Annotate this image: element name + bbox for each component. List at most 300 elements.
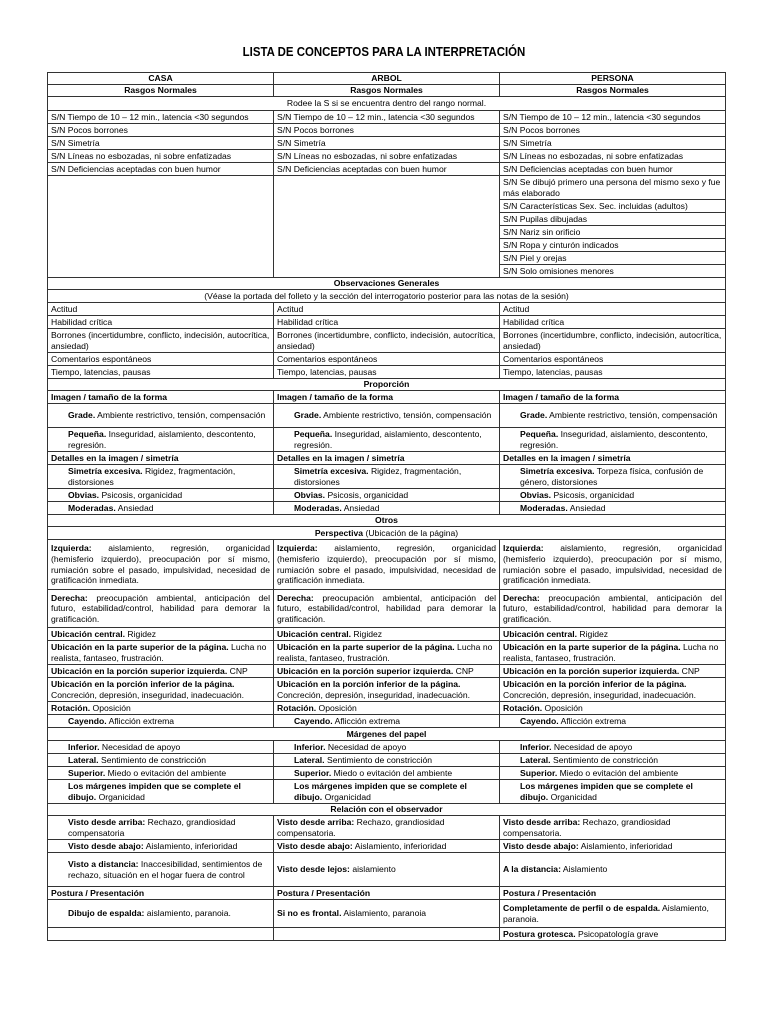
proportion-row: [48, 465, 726, 489]
cell-text: Habilidad crítica: [277, 316, 339, 327]
cell-label: Superior.: [68, 767, 106, 778]
arbol-cell: [274, 590, 500, 628]
arbol-cell: [274, 111, 500, 124]
casa-cell: [48, 124, 274, 137]
cell-label: Ubicación en la porción superior izquierda.: [503, 665, 680, 676]
cell-text: Psicosis, organicidad: [327, 489, 409, 500]
cell-label: Inferior.: [294, 741, 326, 752]
cell-text: Comentarios espontáneos: [503, 353, 604, 364]
observer-row: [48, 928, 726, 941]
others-row: [48, 641, 726, 665]
persona-cell: [500, 590, 726, 628]
cell-text: S/N Simetría: [277, 137, 326, 148]
subheader-row: [48, 85, 726, 97]
casa-cell: [48, 366, 274, 379]
cell-text: S/N Tiempo de 10 – 12 min., latencia <30 segundos: [51, 111, 249, 122]
trait-row: [48, 137, 726, 150]
cell-label: Derecha:: [503, 592, 540, 603]
persona-cell: [500, 252, 726, 265]
casa-cell: [48, 887, 274, 900]
observer-row: [48, 853, 726, 887]
section-heading: Relación con el observador: [330, 804, 443, 815]
cell-label: Ubicación en la parte superior de la página.: [51, 641, 229, 652]
cell-text: Ansiedad: [343, 502, 380, 513]
proportion-row: [48, 452, 726, 465]
arbol-cell: [274, 715, 500, 728]
arbol-cell: [274, 452, 500, 465]
cell-text: Oposición: [92, 702, 131, 713]
trait-row: [48, 111, 726, 124]
arbol-cell: [274, 124, 500, 137]
cell-label: Izquierda:: [503, 543, 544, 554]
cell-text: preocupación ambiental, anticipación del futuro, estabilidad/control, habilidad para demorar la gratificación.: [277, 592, 496, 624]
casa-cell: [48, 329, 274, 353]
section-cell: [48, 728, 726, 741]
arbol-cell: [274, 840, 500, 853]
cell-text: S/N Tiempo de 10 – 12 min., latencia <30 segundos: [503, 111, 701, 122]
cell-label: Izquierda:: [51, 543, 92, 554]
proportion-row: [48, 428, 726, 452]
cell-text: Organicidad: [98, 791, 145, 802]
arbol-cell: [274, 540, 500, 590]
proportion-row: [48, 404, 726, 428]
cell-label: Lateral.: [520, 754, 551, 765]
persona-cell: [500, 678, 726, 702]
section-heading: Márgenes del papel: [346, 728, 427, 739]
cell-label: Los márgenes impiden que se complete el dibujo.: [68, 780, 241, 802]
casa-cell: [48, 678, 274, 702]
cell-label: Visto desde lejos:: [277, 864, 350, 875]
cell-text: Rigidez: [579, 628, 609, 639]
casa-cell: [48, 741, 274, 754]
others-row: [48, 678, 726, 702]
cell-label: Pequeña.: [294, 428, 333, 439]
others-row: [48, 628, 726, 641]
arbol-cell: [274, 741, 500, 754]
cell-text: Lucha no realista, fantaseo, frustración.: [503, 641, 719, 663]
casa-cell: [48, 85, 274, 97]
persona-cell: [500, 641, 726, 665]
cell-text: S/N Pocos borrones: [51, 124, 128, 135]
cell-text: Ansiedad: [569, 502, 606, 513]
column-header-row: [48, 73, 726, 85]
cell-label: ARBOL: [371, 73, 402, 84]
cell-text: S/N Simetría: [51, 137, 100, 148]
section-note: (Ubicación de la página): [365, 527, 459, 538]
instruction-row: [48, 97, 726, 111]
cell-text: Necesidad de apoyo: [553, 741, 633, 752]
cell-label: Moderadas.: [294, 502, 342, 513]
arbol-cell: [274, 176, 500, 278]
arbol-cell: [274, 628, 500, 641]
persona-cell: [500, 329, 726, 353]
cell-text: S/N Piel y orejas: [503, 252, 567, 263]
cell-text: CNP: [229, 665, 248, 676]
section-cell: [48, 97, 726, 111]
cell-text: S/N Deficiencias aceptadas con buen humor: [51, 163, 221, 174]
cell-text: Rechazo, grandiosidad compensatoria.: [503, 816, 671, 838]
persona-cell: [500, 111, 726, 124]
cell-text: Sentimiento de constricción: [326, 754, 433, 765]
casa-cell: [48, 928, 274, 941]
cell-label: Rasgos Normales: [576, 85, 649, 96]
persona-cell: [500, 767, 726, 780]
cell-label: Ubicación en la porción inferior de la página.: [51, 678, 235, 689]
casa-cell: [48, 428, 274, 452]
cell-text: S/N Pocos borrones: [277, 124, 354, 135]
casa-cell: [48, 316, 274, 329]
cell-label: Dibujo de espalda:: [68, 908, 145, 919]
arbol-cell: [274, 780, 500, 804]
casa-cell: [48, 628, 274, 641]
casa-cell: [48, 137, 274, 150]
cell-text: Borrones (incertidumbre, conflicto, indecisión, autocrítica, ansiedad): [277, 329, 496, 351]
cell-text: S/N Líneas no esbozadas, ni sobre enfatizadas: [503, 150, 684, 161]
observer-row: [48, 816, 726, 840]
persona-cell: [500, 715, 726, 728]
cell-text: Ambiente restrictivo, tensión, compensación: [97, 410, 266, 421]
cell-label: Grade.: [68, 410, 96, 421]
cell-label: CASA: [148, 73, 173, 84]
cell-text: Rigidez, fragmentación, distorsiones: [294, 465, 462, 487]
arbol-cell: [274, 853, 500, 887]
casa-cell: [48, 111, 274, 124]
note-row: [48, 290, 726, 303]
persona-cell: [500, 665, 726, 678]
observer-row: [48, 900, 726, 928]
arbol-cell: [274, 678, 500, 702]
general-row: [48, 353, 726, 366]
persona-cell: [500, 465, 726, 489]
persona-cell: [500, 887, 726, 900]
casa-cell: [48, 665, 274, 678]
cell-label: Lateral.: [294, 754, 325, 765]
cell-label: Simetría excesiva.: [294, 465, 369, 476]
persona-cell: [500, 239, 726, 252]
cell-text: Rigidez: [127, 628, 157, 639]
cell-text: Aislamiento, paranoia.: [503, 902, 709, 924]
cell-label: Imagen / tamaño de la forma: [503, 391, 620, 402]
cell-text: S/N Nariz sin orificio: [503, 226, 581, 237]
section-cell: [48, 379, 726, 391]
cell-label: Moderadas.: [68, 502, 116, 513]
cell-label: Visto desde abajo:: [68, 840, 144, 851]
section-row: [48, 278, 726, 290]
persona-cell: [500, 754, 726, 767]
cell-label: Postura / Presentación: [277, 887, 371, 898]
casa-cell: [48, 502, 274, 515]
cell-label: Visto desde arriba:: [503, 816, 581, 827]
document-title: LISTA DE CONCEPTOS PARA LA INTERPRETACIÓN: [242, 44, 526, 59]
arbol-cell: [274, 366, 500, 379]
cell-label: Inferior.: [68, 741, 100, 752]
casa-cell: [48, 767, 274, 780]
cell-text: S/N Características Sex. Sec. incluidas (adultos): [503, 200, 688, 211]
cell-label: Superior.: [520, 767, 558, 778]
cell-text: Inaccesibilidad, sentimientos de rechazo, situación en el hogar fuera de control: [68, 858, 263, 880]
cell-text: S/N Se dibujó primero una persona del mismo sexo y fue más elaborado: [503, 176, 721, 198]
casa-cell: [48, 780, 274, 804]
arbol-cell: [274, 489, 500, 502]
concepts-table: [47, 72, 726, 941]
others-row: [48, 665, 726, 678]
section-note: (Véase la portada del folleto y la sección del interrogatorio posterior para las notas de la sesión): [204, 290, 569, 301]
cell-text: Concreción, depresión, inseguridad, inadecuación.: [503, 689, 697, 700]
proportion-row: [48, 391, 726, 404]
cell-text: Habilidad crítica: [51, 316, 113, 327]
casa-cell: [48, 840, 274, 853]
cell-text: S/N Líneas no esbozadas, ni sobre enfatizadas: [277, 150, 458, 161]
cell-text: Aislamiento, inferioridad: [354, 840, 447, 851]
persona-cell: [500, 366, 726, 379]
cell-text: aislamiento: [352, 864, 396, 875]
cell-text: Torpeza física, confusión de género, distorsiones: [520, 465, 704, 487]
cell-text: Ansiedad: [117, 502, 154, 513]
cell-label: Obvias.: [520, 489, 552, 500]
section-note: Rodee la S si se encuentra dentro del rango normal.: [286, 98, 487, 109]
section-heading: Proporción: [363, 379, 410, 390]
cell-text: Borrones (incertidumbre, conflicto, indecisión, autocrítica, ansiedad): [51, 329, 270, 351]
casa-cell: [48, 590, 274, 628]
cell-text: preocupación ambiental, anticipación del futuro, estabilidad/control, habilidad para demorar la gratificación.: [503, 592, 722, 624]
cell-text: Inseguridad, aislamiento, descontento, regresión.: [294, 428, 482, 450]
cell-label: Superior.: [294, 767, 332, 778]
persona-cell: [500, 226, 726, 239]
section-cell: [48, 527, 726, 540]
arbol-cell: [274, 928, 500, 941]
cell-label: Derecha:: [277, 592, 314, 603]
casa-cell: [48, 163, 274, 176]
casa-cell: [48, 303, 274, 316]
section-row: [48, 515, 726, 527]
cell-label: Pequeña.: [68, 428, 107, 439]
arbol-cell: [274, 137, 500, 150]
arbol-cell: [274, 316, 500, 329]
arbol-cell: [274, 754, 500, 767]
cell-text: preocupación ambiental, anticipación del futuro, estabilidad/control, habilidad para demorar la gratificación.: [51, 592, 270, 624]
cell-label: Ubicación en la parte superior de la página.: [277, 641, 455, 652]
cell-label: Rasgos Normales: [350, 85, 423, 96]
casa-cell: [48, 465, 274, 489]
cell-text: Tiempo, latencias, pausas: [51, 366, 151, 377]
persona-cell: [500, 702, 726, 715]
cell-text: Concreción, depresión, inseguridad, inadecuación.: [277, 689, 471, 700]
cell-text: aislamiento, paranoia.: [146, 908, 231, 919]
cell-label: Rotación.: [51, 702, 91, 713]
persona-cell: [500, 489, 726, 502]
section-cell: [48, 290, 726, 303]
general-row: [48, 329, 726, 353]
cell-label: Postura / Presentación: [503, 887, 597, 898]
cell-text: S/N Tiempo de 10 – 12 min., latencia <30 segundos: [277, 111, 475, 122]
cell-text: Rechazo, grandiosidad compensatoria: [68, 816, 236, 838]
cell-text: Necesidad de apoyo: [101, 741, 181, 752]
cell-label: Imagen / tamaño de la forma: [277, 391, 394, 402]
persona-cell: [500, 124, 726, 137]
cell-label: Obvias.: [68, 489, 100, 500]
casa-cell: [48, 452, 274, 465]
arbol-cell: [274, 502, 500, 515]
cell-text: Actitud: [51, 303, 78, 314]
cell-text: Psicopatología grave: [577, 928, 659, 939]
cell-label: Si no es frontal.: [277, 908, 342, 919]
cell-label: Ubicación central.: [51, 628, 126, 639]
cell-text: Sentimiento de constricción: [100, 754, 207, 765]
casa-cell: [48, 641, 274, 665]
cell-text: Aislamiento: [562, 864, 608, 875]
cell-label: Ubicación en la porción inferior de la página.: [277, 678, 461, 689]
cell-text: Aflicción extrema: [560, 715, 627, 726]
persona-cell: [500, 73, 726, 85]
persona-cell: [500, 502, 726, 515]
cell-label: Inferior.: [520, 741, 552, 752]
cell-label: Visto desde abajo:: [277, 840, 353, 851]
cell-text: S/N Pupilas dibujadas: [503, 213, 588, 224]
cell-label: Grade.: [520, 410, 548, 421]
cell-label: Cayendo.: [520, 715, 559, 726]
arbol-cell: [274, 163, 500, 176]
cell-text: Necesidad de apoyo: [327, 741, 407, 752]
persona-cell: [500, 853, 726, 887]
persona-cell: [500, 303, 726, 316]
section-heading: Otros: [375, 515, 398, 526]
cell-text: Tiempo, latencias, pausas: [503, 366, 603, 377]
persona-cell: [500, 780, 726, 804]
cell-label: Postura grotesca.: [503, 928, 576, 939]
arbol-cell: [274, 641, 500, 665]
section-row: [48, 379, 726, 391]
persona-trait-row: [48, 176, 726, 200]
casa-cell: [48, 391, 274, 404]
casa-cell: [48, 73, 274, 85]
cell-text: Miedo o evitación del ambiente: [559, 767, 679, 778]
persona-cell: [500, 137, 726, 150]
cell-text: CNP: [681, 665, 700, 676]
cell-label: Ubicación en la parte superior de la página.: [503, 641, 681, 652]
cell-text: aislamiento, regresión, organicidad (hemisferio izquierdo), preocupación por sí mismo, rumiación sobre el pasado, impulsividad, necesidad de gratificación inmediata.: [503, 543, 723, 586]
persona-cell: [500, 428, 726, 452]
persona-cell: [500, 840, 726, 853]
section-row: [48, 804, 726, 816]
cell-text: Comentarios espontáneos: [277, 353, 378, 364]
persona-cell: [500, 452, 726, 465]
cell-text: Ambiente restrictivo, tensión, compensación: [323, 410, 492, 421]
persona-cell: [500, 900, 726, 928]
casa-cell: [48, 353, 274, 366]
observer-row: [48, 840, 726, 853]
cell-text: Aislamiento, paranoia: [343, 908, 427, 919]
margins-row: [48, 780, 726, 804]
cell-text: Inseguridad, aislamiento, descontento, regresión.: [520, 428, 708, 450]
general-row: [48, 366, 726, 379]
cell-text: Lucha no realista, fantaseo, frustración.: [51, 641, 267, 663]
others-row: [48, 702, 726, 715]
cell-label: Moderadas.: [520, 502, 568, 513]
cell-text: CNP: [455, 665, 474, 676]
casa-cell: [48, 540, 274, 590]
arbol-cell: [274, 353, 500, 366]
persona-cell: [500, 150, 726, 163]
proportion-row: [48, 502, 726, 515]
margins-row: [48, 741, 726, 754]
cell-text: Rigidez: [353, 628, 383, 639]
cell-label: Simetría excesiva.: [68, 465, 143, 476]
arbol-cell: [274, 303, 500, 316]
casa-cell: [48, 900, 274, 928]
persona-cell: [500, 741, 726, 754]
arbol-cell: [274, 428, 500, 452]
persona-cell: [500, 353, 726, 366]
cell-text: S/N Ropa y cinturón indicados: [503, 239, 619, 250]
cell-text: Organicidad: [550, 791, 597, 802]
arbol-cell: [274, 73, 500, 85]
cell-text: Psicosis, organicidad: [101, 489, 183, 500]
cell-text: Aflicción extrema: [334, 715, 401, 726]
cell-text: Inseguridad, aislamiento, descontento, regresión.: [68, 428, 256, 450]
cell-label: Rotación.: [277, 702, 317, 713]
casa-cell: [48, 489, 274, 502]
persona-cell: [500, 404, 726, 428]
cell-label: Derecha:: [51, 592, 88, 603]
persona-cell: [500, 928, 726, 941]
cell-text: S/N Simetría: [503, 137, 552, 148]
cell-label: PERSONA: [591, 73, 634, 84]
cell-text: Rechazo, grandiosidad compensatoria.: [277, 816, 445, 838]
cell-label: Ubicación en la porción superior izquierda.: [51, 665, 228, 676]
cell-text: Actitud: [277, 303, 304, 314]
observer-row: [48, 887, 726, 900]
cell-label: Los márgenes impiden que se complete el dibujo.: [520, 780, 693, 802]
cell-label: A la distancia:: [503, 864, 561, 875]
general-row: [48, 316, 726, 329]
arbol-cell: [274, 816, 500, 840]
arbol-cell: [274, 465, 500, 489]
cell-label: Detalles en la imagen / simetría: [503, 452, 631, 463]
arbol-cell: [274, 702, 500, 715]
arbol-cell: [274, 900, 500, 928]
cell-text: Psicosis, organicidad: [553, 489, 635, 500]
cell-label: Rotación.: [503, 702, 543, 713]
section-cell: [48, 515, 726, 527]
casa-cell: [48, 715, 274, 728]
cell-text: Lucha no realista, fantaseo, frustración.: [277, 641, 493, 663]
arbol-cell: [274, 404, 500, 428]
cell-text: Rigidez, fragmentación, distorsiones: [68, 465, 236, 487]
arbol-cell: [274, 767, 500, 780]
arbol-cell: [274, 329, 500, 353]
persona-cell: [500, 316, 726, 329]
cell-text: S/N Líneas no esbozadas, ni sobre enfatizadas: [51, 150, 232, 161]
cell-label: Ubicación central.: [503, 628, 578, 639]
others-row: [48, 540, 726, 590]
cell-text: Actitud: [503, 303, 530, 314]
persona-cell: [500, 628, 726, 641]
casa-cell: [48, 176, 274, 278]
cell-text: aislamiento, regresión, organicidad (hemisferio izquierdo), preocupación por sí mismo, rumiación sobre el pasado, impulsividad, necesidad de gratificación inmediata.: [51, 543, 271, 586]
cell-label: Visto desde arriba:: [277, 816, 355, 827]
section-cell: [48, 804, 726, 816]
cell-text: S/N Solo omisiones menores: [503, 265, 614, 276]
cell-label: Grade.: [294, 410, 322, 421]
cell-text: Borrones (incertidumbre, conflicto, indecisión, autocrítica, ansiedad): [503, 329, 722, 351]
cell-text: S/N Deficiencias aceptadas con buen humor: [277, 163, 447, 174]
cell-text: Habilidad crítica: [503, 316, 565, 327]
cell-label: Izquierda:: [277, 543, 318, 554]
cell-text: Organicidad: [324, 791, 371, 802]
persona-cell: [500, 213, 726, 226]
casa-cell: [48, 754, 274, 767]
cell-label: Simetría excesiva.: [520, 465, 595, 476]
